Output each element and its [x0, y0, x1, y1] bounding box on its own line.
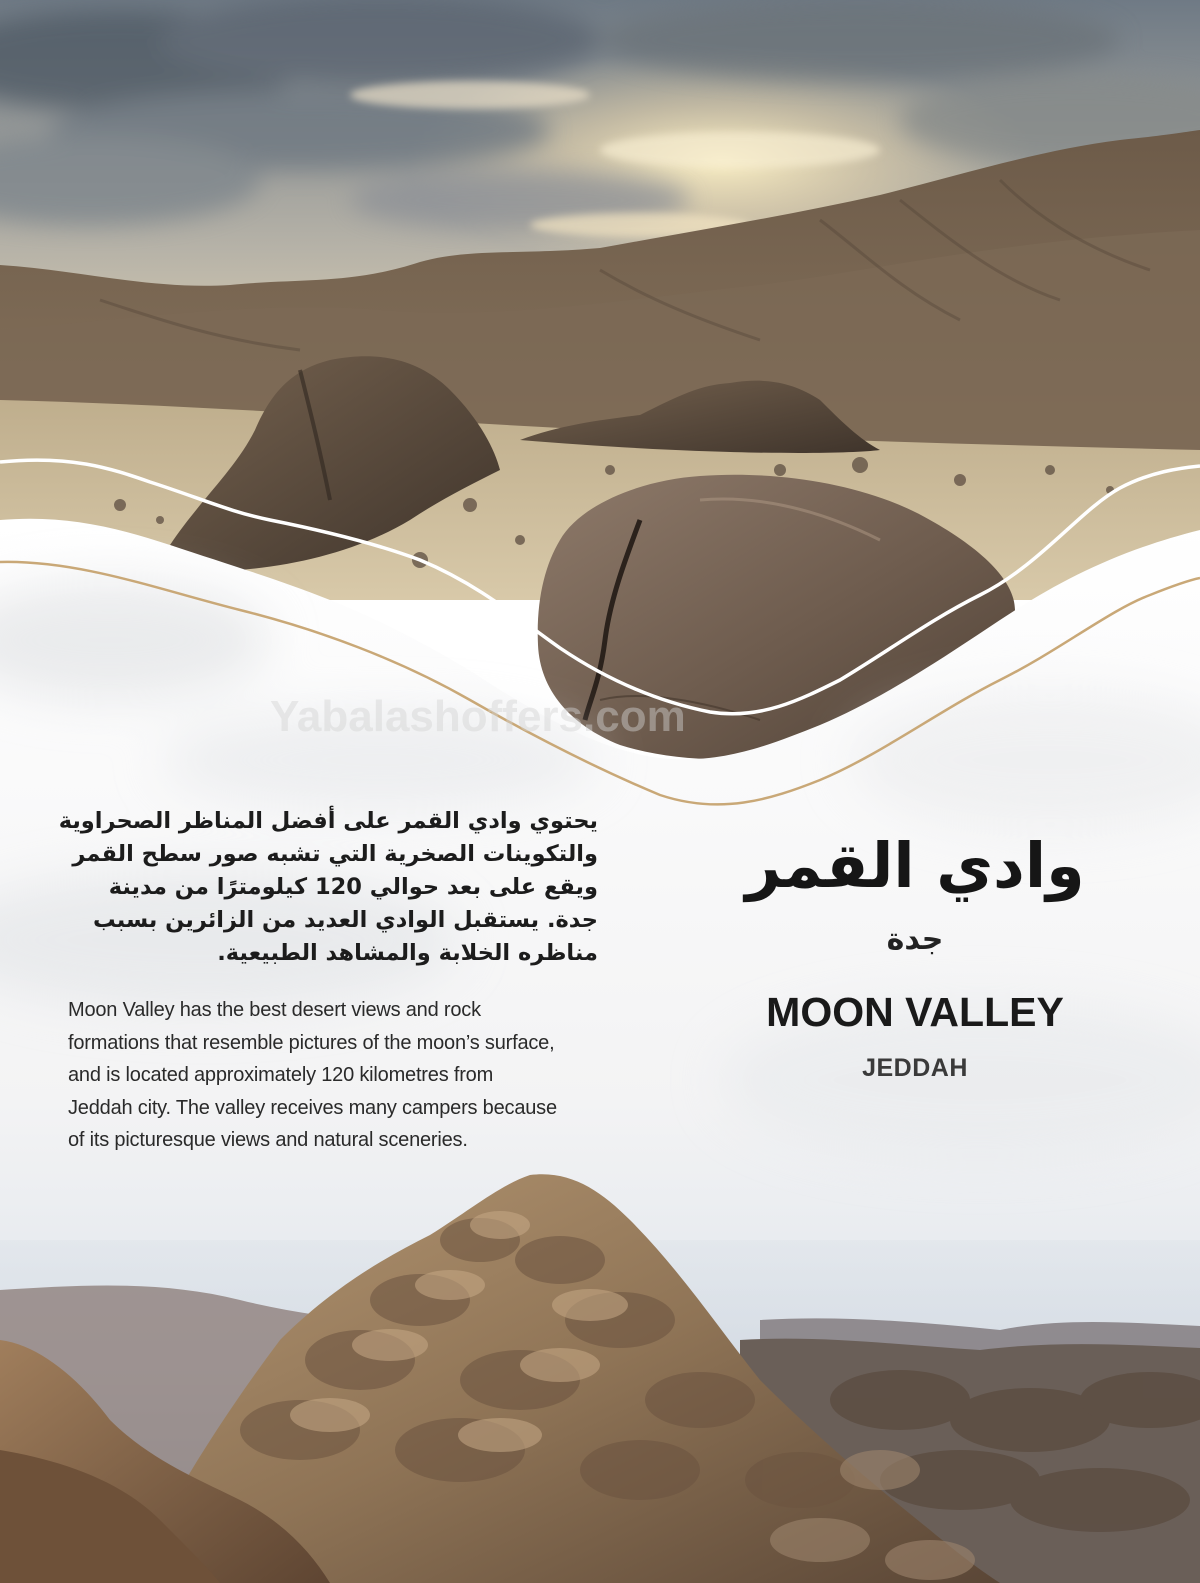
subtitle-arabic: جدة [886, 922, 944, 957]
subtitle-english: JEDDAH [862, 1054, 968, 1082]
description-arabic: يحتوي وادي القمر على أفضل المناظر الصحراوية والتكوينات الصخرية التي تشبه صور سطح القمر ويقع على بعد حوالي 120 كيلومترًا من مدينة جدة. يستقبل الوادي العديد من الزائرين بسبب مناظره الخلابة والمشاهد الطبيعية. [58, 808, 598, 966]
watermark-text: Yabalashoffers.com [270, 692, 686, 741]
title-arabic: وادي القمر [745, 829, 1085, 902]
title-english: MOON VALLEY [766, 989, 1064, 1035]
description-english: Moon Valley has the best desert views and rock formations that resemble pictures of the moon’s surface, and is located approximately 120 kilometres from Jeddah city. The valley receives many campers because of its picturesque views and natural sceneries. [68, 999, 557, 1151]
